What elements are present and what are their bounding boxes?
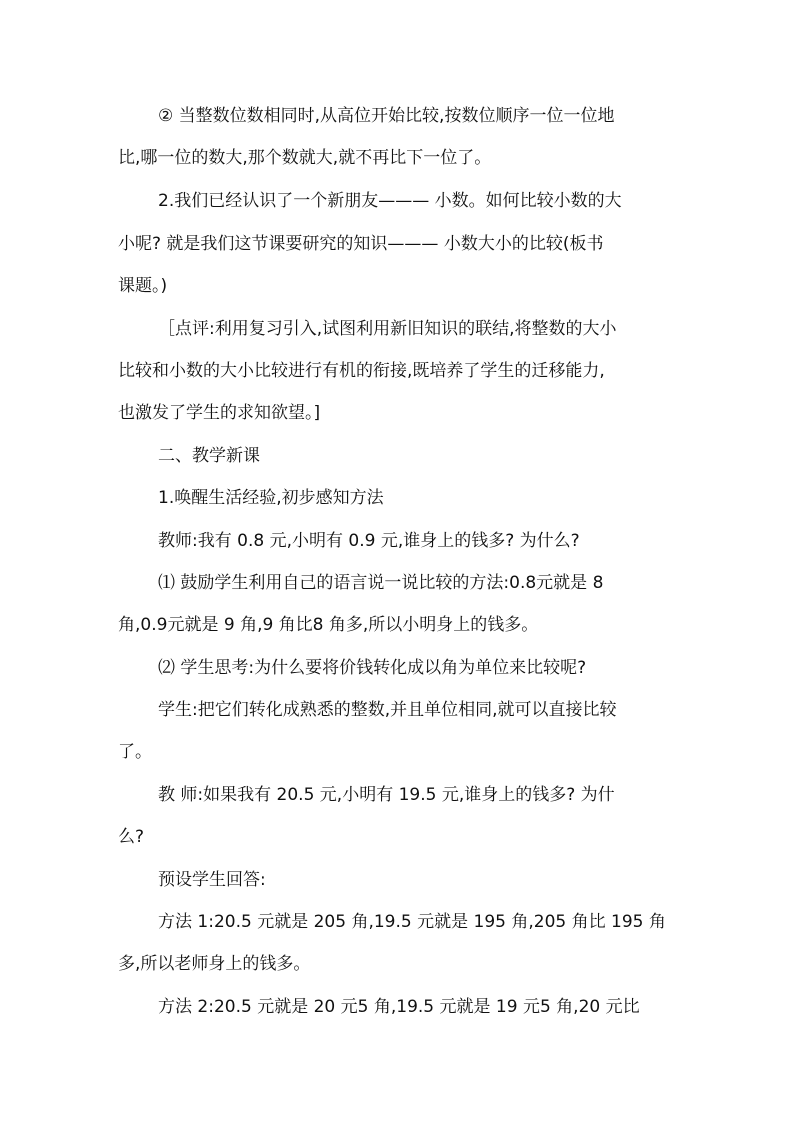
text-line: 学生:把它们转化成熟悉的整数,并且单位相同,就可以直接比较 [158, 700, 617, 720]
text-line: 多,所以老师身上的钱多。 [118, 954, 311, 974]
text-line: 方法 2:20.5 元就是 20 元5 角,19.5 元就是 19 元5 角,20 元比 [158, 997, 640, 1017]
text-line: ② 当整数位数相同时,从高位开始比较,按数位顺序一位一位地 [158, 106, 615, 126]
text-line: 预设学生回答: [158, 870, 266, 890]
text-line: 教师:我有 0.8 元,小明有 0.9 元,谁身上的钱多? 为什么? [158, 531, 580, 551]
text-line: ⑵ 学生思考:为什么要将价钱转化成以角为单位来比较呢? [158, 658, 587, 678]
text-line: 小呢? 就是我们这节课要研究的知识——— 小数大小的比较(板书 [118, 234, 604, 254]
text-line: 方法 1:20.5 元就是 205 角,19.5 元就是 195 角,205 角比 195 角 [158, 912, 666, 932]
text-line: 教 师:如果我有 20.5 元,小明有 19.5 元,谁身上的钱多? 为什 [158, 785, 615, 805]
section-heading: 二、教学新课 [158, 446, 260, 466]
text-line: 角,0.9元就是 9 角,9 角比8 角多,所以小明身上的钱多。 [118, 615, 539, 635]
text-line: 比较和小数的大小比较进行有机的衔接,既培养了学生的迁移能力, [118, 361, 605, 381]
text-line: 2.我们已经认识了一个新朋友——— 小数。如何比较小数的大 [158, 191, 622, 211]
text-line: 了。 [118, 742, 152, 762]
subsection-heading: 1.唤醒生活经验,初步感知方法 [158, 488, 384, 508]
text-line: ⑴ 鼓励学生利用自己的语言说一说比较的方法:0.8元就是 8 [158, 573, 604, 593]
text-line: ［点评:利用复习引入,试图利用新旧知识的联结,将整数的大小 [158, 319, 617, 339]
text-line: 么? [118, 827, 145, 847]
text-line: 比,哪一位的数大,那个数就大,就不再比下一位了。 [118, 148, 492, 168]
text-line: 课题。) [118, 276, 168, 296]
text-line: 也激发了学生的求知欲望。] [118, 403, 321, 423]
